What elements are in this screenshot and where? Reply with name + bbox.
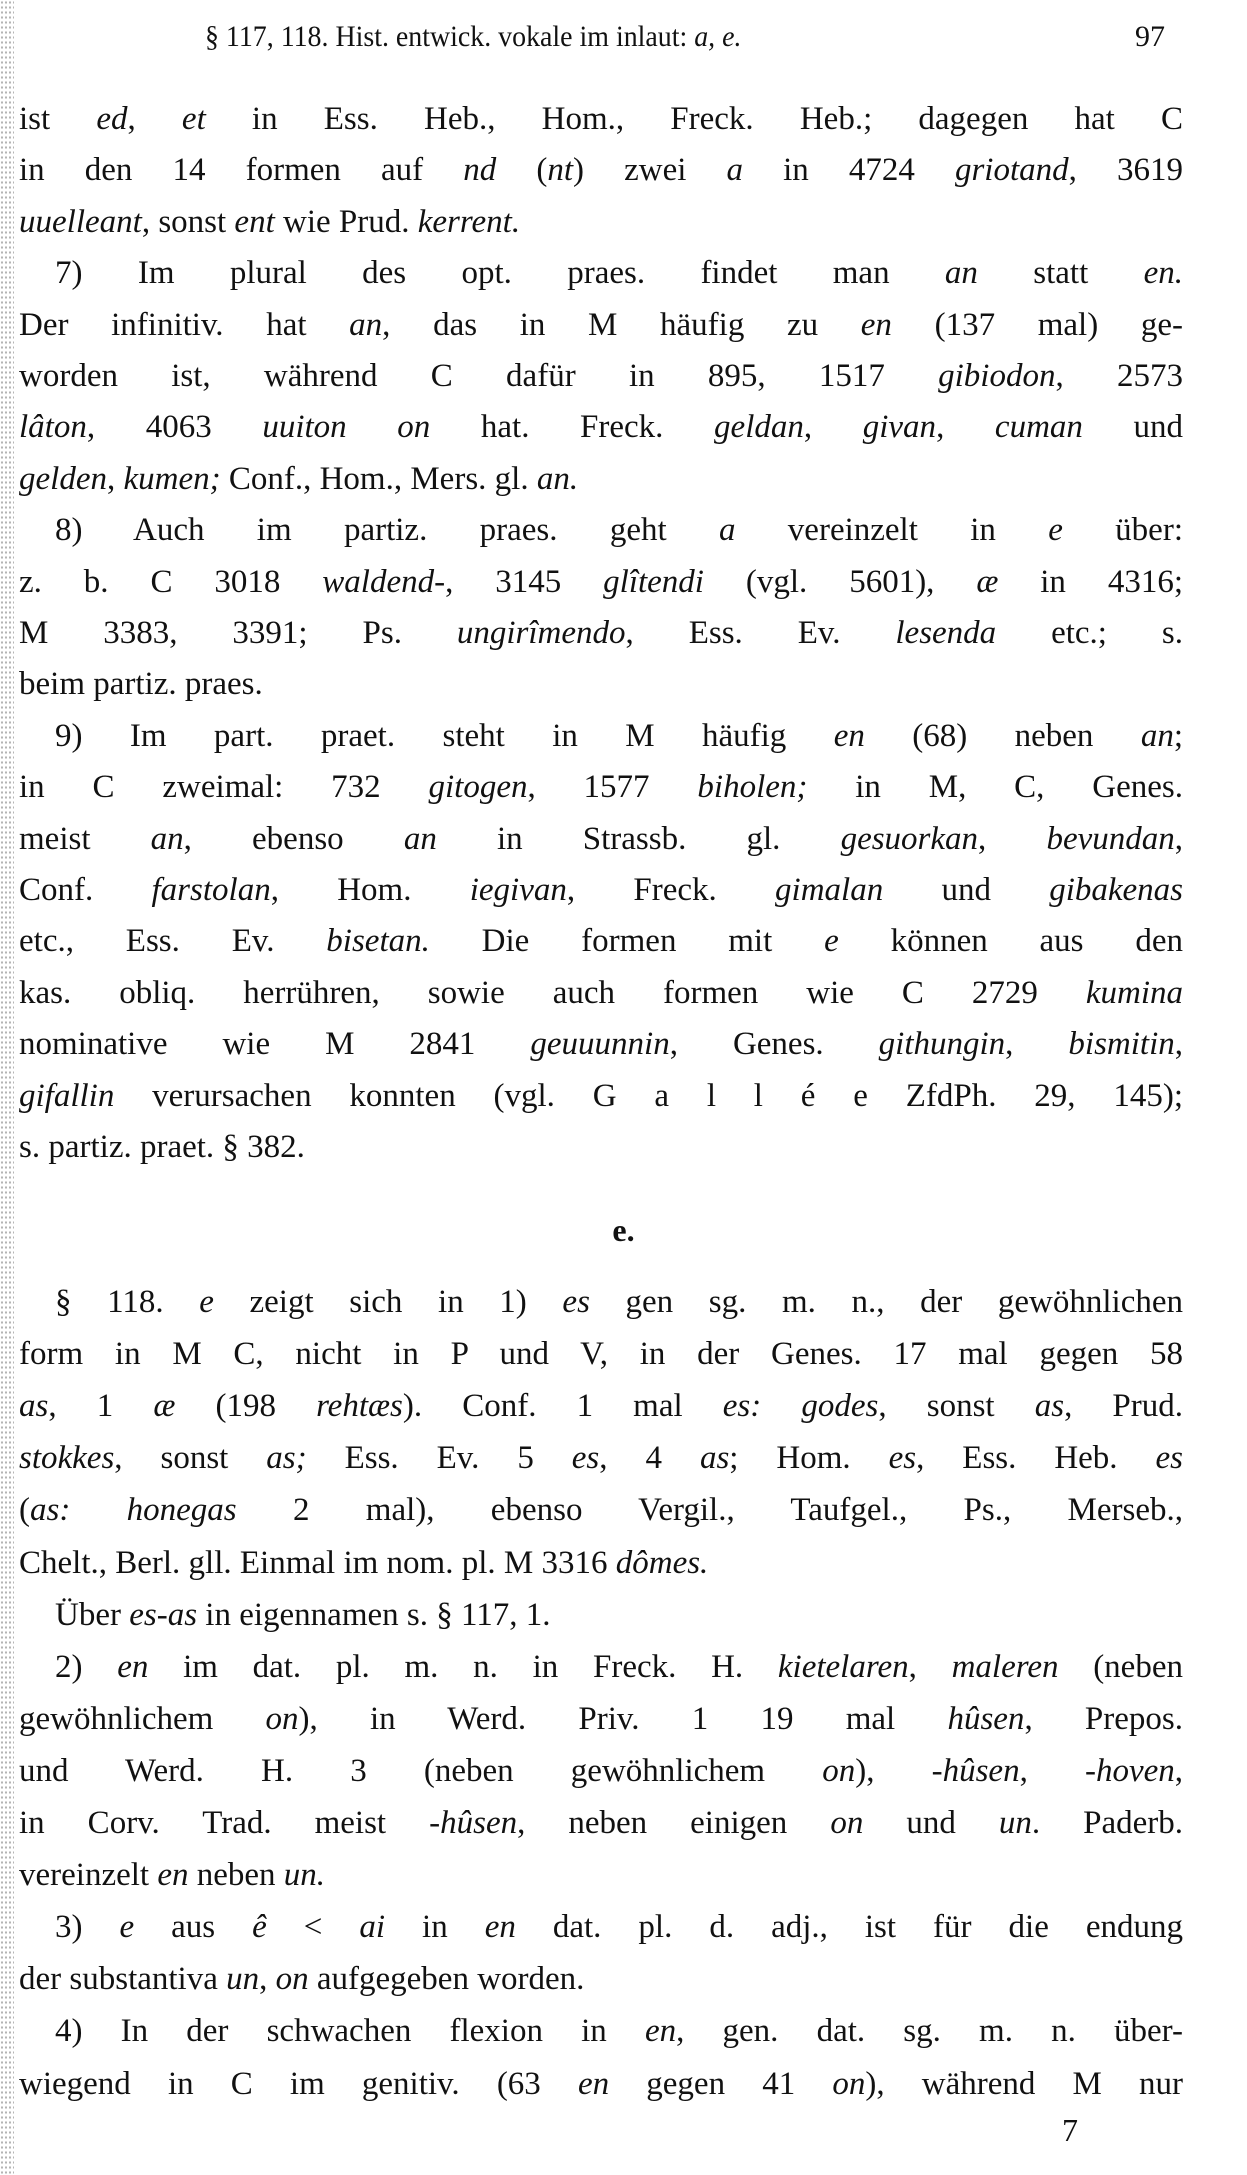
- italic-form: godes: [801, 1388, 879, 1425]
- italic-form: biholen;: [697, 769, 808, 806]
- italic-form: an: [150, 820, 184, 857]
- italic-form: e: [199, 1284, 214, 1320]
- italic-form: lâton: [19, 409, 87, 446]
- text-line: [19, 973, 1183, 1013]
- italic-form: on: [275, 1961, 309, 1998]
- text-run: ). Conf. 1 mal: [402, 1388, 723, 1425]
- text-run: 4) In der schwachen flexion in: [55, 2013, 645, 2050]
- text-run: Chelt., Berl. gll. Einmal im nom. pl. M 3316: [19, 1544, 616, 1581]
- text-line: [19, 202, 1183, 242]
- text-run: und: [1082, 409, 1184, 446]
- italic-form: es: [571, 1440, 600, 1477]
- text-run: in 4316;: [998, 563, 1183, 600]
- paragraph-first-line: [55, 1907, 1183, 1947]
- paragraph-first-line: [55, 510, 1183, 550]
- italic-form: en: [833, 717, 865, 754]
- paragraph-first-line: [55, 1647, 1183, 1687]
- italic-form: an: [944, 255, 978, 292]
- italic-form: rehtæs: [316, 1388, 403, 1425]
- text-run: (: [19, 1492, 30, 1529]
- text-run: in M, C, Genes.: [807, 769, 1183, 806]
- italic-form: stokkes: [19, 1440, 115, 1477]
- text-run: ),: [855, 1752, 932, 1789]
- scan-edge-noise: [0, 0, 14, 2175]
- text-run: 7) Im plural des opt. praes. findet man: [55, 255, 945, 292]
- text-run: , sonst: [141, 203, 235, 240]
- text-run: ), während M nur: [865, 2065, 1184, 2102]
- text-run: in Corv. Trad. meist: [19, 1805, 430, 1841]
- italic-form: as;: [266, 1440, 307, 1477]
- italic-form: on: [832, 2065, 866, 2102]
- italic-form: kumina: [1085, 974, 1183, 1011]
- text-run: , 1577: [527, 769, 698, 806]
- text-run: 2): [55, 1648, 118, 1685]
- text-run: Conf., Hom., Mers. gl.: [220, 460, 537, 497]
- text-run: in C zweimal: 732: [19, 769, 429, 806]
- italic-form: gibakenas: [1049, 872, 1184, 908]
- text-run: 3): [55, 1909, 120, 1946]
- text-run: [70, 1492, 126, 1528]
- italic-form: ed: [96, 101, 128, 137]
- text-run: (: [496, 152, 548, 189]
- italic-form: dômes.: [615, 1544, 709, 1581]
- italic-form: æ: [153, 1388, 176, 1425]
- text-run: 2 mal), ebenso Vergil., Taufgel., Ps., Merseb.,: [236, 1492, 1184, 1529]
- text-run: nominative wie M 2841: [19, 1026, 531, 1063]
- text-run: worden ist, während C dafür in 895, 1517: [19, 358, 939, 394]
- header-title-text: § 117, 118. Hist. entwick. vokale im inlaut:: [205, 20, 695, 53]
- text-line: [19, 1803, 1183, 1843]
- page-number: 97: [1135, 20, 1165, 53]
- text-run: Über: [55, 1596, 130, 1633]
- text-run: , Prud.: [1064, 1388, 1184, 1425]
- italic-form: en: [484, 1909, 516, 1946]
- italic-form: gesuorkan: [840, 820, 979, 857]
- text-run: über:: [1062, 512, 1183, 549]
- italic-form: en.: [1143, 255, 1183, 292]
- text-run: ,: [1174, 820, 1183, 857]
- text-run: form in M C, nicht in P und V, in der Genes. 17 mal gegen 58: [19, 1336, 1183, 1373]
- text-run: ) zwei: [573, 152, 727, 189]
- italic-form: -hoven: [1084, 1752, 1175, 1789]
- text-run: ,: [259, 1961, 276, 1998]
- text-run: ,: [978, 820, 1047, 857]
- text-run: in Ess. Heb., Hom., Freck. Heb.; dagegen hat C: [205, 101, 1183, 137]
- text-run: (137 mal) ge-: [891, 306, 1183, 343]
- italic-form: es: [562, 1284, 590, 1320]
- text-run: dat. pl. d. adj., ist für die endung: [515, 1909, 1183, 1946]
- signature-mark: 7: [1062, 2112, 1078, 2148]
- italic-form: geuuunnin: [530, 1026, 670, 1063]
- text-run: (198: [175, 1388, 317, 1425]
- italic-form: gitogen: [428, 769, 528, 806]
- text-run: Der infinitiv. hat: [19, 306, 350, 343]
- text-run: M 3383, 3391; Ps.: [19, 615, 457, 651]
- header-title-italic: a, e.: [694, 20, 742, 53]
- text-run: ;: [1173, 717, 1184, 754]
- text-run: ,: [127, 101, 182, 137]
- italic-form: es-as: [129, 1596, 198, 1633]
- text-run: , Freck.: [566, 872, 776, 908]
- text-line: [19, 1127, 1183, 1167]
- italic-form: as: [19, 1388, 49, 1425]
- italic-form: nd: [463, 152, 497, 189]
- text-run: , sonst: [878, 1388, 1035, 1425]
- text-run: ,: [1174, 1752, 1184, 1789]
- italic-form: et: [181, 101, 206, 137]
- text-run: , 4063: [86, 409, 263, 446]
- text-line: [19, 1490, 1183, 1530]
- text-line: [19, 1699, 1183, 1739]
- text-line: [19, 1076, 1183, 1116]
- italic-form: e: [119, 1909, 135, 1946]
- italic-form: on: [822, 1752, 856, 1789]
- text-run: ), in Werd. Priv. 1 19 mal: [298, 1700, 948, 1737]
- paragraph-first-line: [55, 716, 1183, 756]
- text-line: [19, 459, 1183, 499]
- text-run: z. b. C 3018: [19, 563, 323, 600]
- text-line: [19, 1855, 1183, 1895]
- text-run: § 118.: [55, 1284, 200, 1320]
- italic-form: uuelleant: [19, 203, 142, 240]
- text-run: ,: [1174, 1026, 1184, 1063]
- italic-form: an.: [536, 460, 579, 497]
- text-run: , Prepos.: [1024, 1700, 1183, 1737]
- text-run: [761, 1388, 801, 1424]
- text-run: s. partiz. praet. § 382.: [19, 1129, 305, 1165]
- text-run: (neben: [1058, 1648, 1183, 1685]
- text-run: , Genes.: [669, 1026, 879, 1063]
- italic-form: ê: [252, 1909, 267, 1946]
- text-line: [19, 1438, 1183, 1478]
- italic-form: a: [726, 152, 743, 189]
- paragraph-first-line: [55, 1282, 1183, 1322]
- text-line: [19, 1024, 1183, 1064]
- text-run: Conf.: [19, 872, 152, 908]
- italic-form: on: [830, 1805, 864, 1841]
- text-run: im dat. pl. m. n. in Freck. H.: [148, 1648, 778, 1685]
- paragraph-first-line: [55, 253, 1183, 293]
- text-run: ,: [936, 409, 995, 446]
- text-run: Die formen mit: [429, 923, 825, 960]
- italic-form: gibiodon: [938, 358, 1056, 394]
- italic-form: ent: [234, 203, 275, 240]
- text-run: (vgl. 5601),: [703, 563, 977, 600]
- italic-form: on: [265, 1700, 299, 1737]
- italic-form: maleren: [951, 1648, 1059, 1685]
- italic-form: en: [577, 2065, 610, 2102]
- text-run: aus: [134, 1909, 253, 1946]
- text-line: [19, 921, 1183, 961]
- section-heading: e.: [612, 1212, 635, 1248]
- italic-form: farstolan: [151, 872, 271, 908]
- italic-form: bisetan.: [326, 923, 430, 960]
- text-line: [19, 1334, 1183, 1374]
- text-run: ist: [19, 101, 97, 137]
- italic-form: givan: [862, 409, 937, 446]
- italic-form: as: [1034, 1388, 1065, 1425]
- text-line: [19, 870, 1183, 910]
- text-line: [19, 562, 1183, 602]
- text-line: [19, 1751, 1183, 1791]
- italic-form: æ: [976, 563, 999, 600]
- text-run: , 2573: [1055, 358, 1183, 394]
- italic-form: iegivan: [469, 872, 567, 908]
- italic-form: bevundan: [1046, 820, 1175, 857]
- text-line: [19, 1959, 1183, 1999]
- text-run: beim partiz. praes.: [19, 666, 263, 703]
- running-header: [0, 14, 1247, 60]
- text-line: [19, 1543, 1183, 1583]
- italic-form: un: [998, 1805, 1032, 1841]
- text-run: gewöhnlichem: [19, 1700, 266, 1737]
- paragraph-first-line: [55, 1595, 1183, 1635]
- text-run: ,: [1005, 1026, 1069, 1063]
- text-run: hat. Freck.: [430, 409, 715, 446]
- text-line: [19, 1386, 1183, 1426]
- italic-form: en: [860, 306, 892, 343]
- italic-form: en: [644, 2013, 677, 2050]
- italic-form: uuiton on: [262, 409, 431, 446]
- text-run: zeigt sich in 1): [213, 1284, 563, 1320]
- text-run: ,: [1019, 1752, 1085, 1789]
- italic-form: un: [226, 1961, 260, 1998]
- text-run: in eigennamen s. § 117, 1.: [197, 1596, 551, 1633]
- text-run: können aus den: [838, 923, 1183, 960]
- italic-form: an: [403, 820, 437, 857]
- text-line: [19, 356, 1183, 396]
- text-run: in den 14 formen auf: [19, 152, 464, 189]
- text-run: vereinzelt: [19, 1857, 158, 1894]
- text-run: , neben einigen: [517, 1805, 831, 1841]
- text-run: , Hom.: [270, 872, 470, 908]
- text-run: und: [883, 872, 1050, 908]
- italic-form: as: [699, 1440, 730, 1477]
- italic-form: waldend-: [322, 563, 446, 600]
- italic-form: ungirîmendo: [456, 615, 626, 651]
- text-line: [19, 2064, 1183, 2104]
- italic-form: gimalan: [775, 872, 884, 908]
- text-run: , 4: [599, 1440, 700, 1477]
- italic-form: es: [1155, 1440, 1184, 1477]
- text-run: ,: [908, 1648, 952, 1685]
- text-run: . Paderb.: [1031, 1805, 1183, 1841]
- italic-form: kumen;: [123, 460, 221, 497]
- text-run: , sonst: [114, 1440, 267, 1477]
- italic-form: as:: [30, 1492, 71, 1529]
- text-run: gegen 41: [609, 2065, 833, 2102]
- italic-form: glîtendi: [603, 563, 704, 600]
- text-run: aufgegeben worden.: [308, 1961, 585, 1998]
- italic-form: en: [157, 1857, 189, 1894]
- text-run: und Werd. H. 3 (neben gewöhnlichem: [19, 1752, 823, 1789]
- text-run: in Strassb. gl.: [436, 820, 841, 857]
- italic-form: kietelaren: [777, 1648, 909, 1685]
- text-line: [19, 767, 1183, 807]
- text-run: und: [863, 1805, 999, 1841]
- italic-form: es:: [722, 1388, 762, 1425]
- italic-form: e: [1048, 512, 1063, 549]
- text-run: der substantiva: [19, 1961, 227, 1998]
- italic-form: kerrent.: [417, 203, 521, 240]
- text-run: in 4724: [742, 152, 955, 189]
- italic-form: e: [824, 923, 839, 960]
- italic-form: en: [117, 1648, 149, 1685]
- text-line: [19, 407, 1183, 447]
- text-line: [19, 305, 1183, 345]
- text-run: Ess. Ev. 5: [306, 1440, 572, 1477]
- italic-form: geldan: [714, 409, 804, 446]
- text-line: [19, 664, 1183, 704]
- italic-form: an: [1140, 717, 1174, 754]
- italic-form: es: [888, 1440, 917, 1477]
- text-run: , das in M häufig zu: [382, 306, 861, 343]
- text-run: <: [266, 1909, 360, 1946]
- text-line: [19, 613, 1183, 653]
- running-header-title: [205, 20, 741, 54]
- text-run: wie Prud.: [274, 203, 418, 240]
- text-run: 8) Auch im partiz. praes. geht: [55, 512, 719, 549]
- italic-form: ai: [359, 1909, 386, 1946]
- text-run: , Ess. Ev.: [625, 615, 896, 651]
- text-run: , 1: [48, 1388, 154, 1425]
- text-run: etc.; s.: [996, 615, 1183, 651]
- text-line: [19, 150, 1183, 190]
- text-run: vereinzelt in: [735, 512, 1049, 549]
- text-run: 9) Im part. praet. steht in M häufig: [55, 717, 834, 754]
- text-run: meist: [19, 820, 151, 857]
- italic-form: an: [349, 306, 383, 343]
- text-run: , ebenso: [183, 820, 404, 857]
- text-line: [19, 99, 1183, 139]
- italic-form: lesenda: [895, 615, 997, 651]
- text-run: wiegend in C im genitiv. (63: [19, 2065, 578, 2102]
- paragraph-first-line: [55, 2011, 1183, 2051]
- italic-form: githungin: [878, 1026, 1006, 1063]
- italic-form: -hûsen: [429, 1805, 518, 1841]
- italic-form: gifallin: [19, 1077, 115, 1114]
- italic-form: un.: [283, 1857, 326, 1894]
- text-run: neben: [188, 1857, 284, 1894]
- italic-form: honegas: [126, 1492, 237, 1529]
- italic-form: hûsen: [947, 1700, 1025, 1737]
- text-run: etc., Ess. Ev.: [19, 923, 327, 960]
- italic-form: cuman: [994, 409, 1083, 446]
- italic-form: griotand: [954, 152, 1069, 189]
- text-run: , 3619: [1068, 152, 1183, 189]
- text-line: [19, 819, 1183, 859]
- text-run: , gen. dat. sg. m. n. über-: [676, 2013, 1183, 2050]
- text-run: , Ess. Heb.: [916, 1440, 1156, 1477]
- text-run: statt: [977, 255, 1144, 292]
- text-run: kas. obliq. herrühren, sowie auch formen wie C 2729: [19, 974, 1086, 1011]
- text-run: verursachen konnten (vgl. G a l l é e ZfdPh. 29, 145);: [114, 1077, 1183, 1114]
- italic-form: a: [718, 512, 736, 549]
- text-run: in: [385, 1909, 485, 1946]
- italic-form: bismitin: [1068, 1026, 1175, 1063]
- text-run: ,: [803, 409, 863, 446]
- italic-form: nt: [547, 152, 573, 189]
- text-run: ; Hom.: [729, 1440, 889, 1477]
- italic-form: gelden: [19, 460, 107, 497]
- text-run: (68) neben: [864, 717, 1141, 754]
- text-run: , 3145: [445, 563, 604, 600]
- text-run: ,: [106, 460, 124, 497]
- text-run: gen sg. m. n., der gewöhnlichen: [589, 1284, 1183, 1320]
- italic-form: -hûsen: [931, 1752, 1020, 1789]
